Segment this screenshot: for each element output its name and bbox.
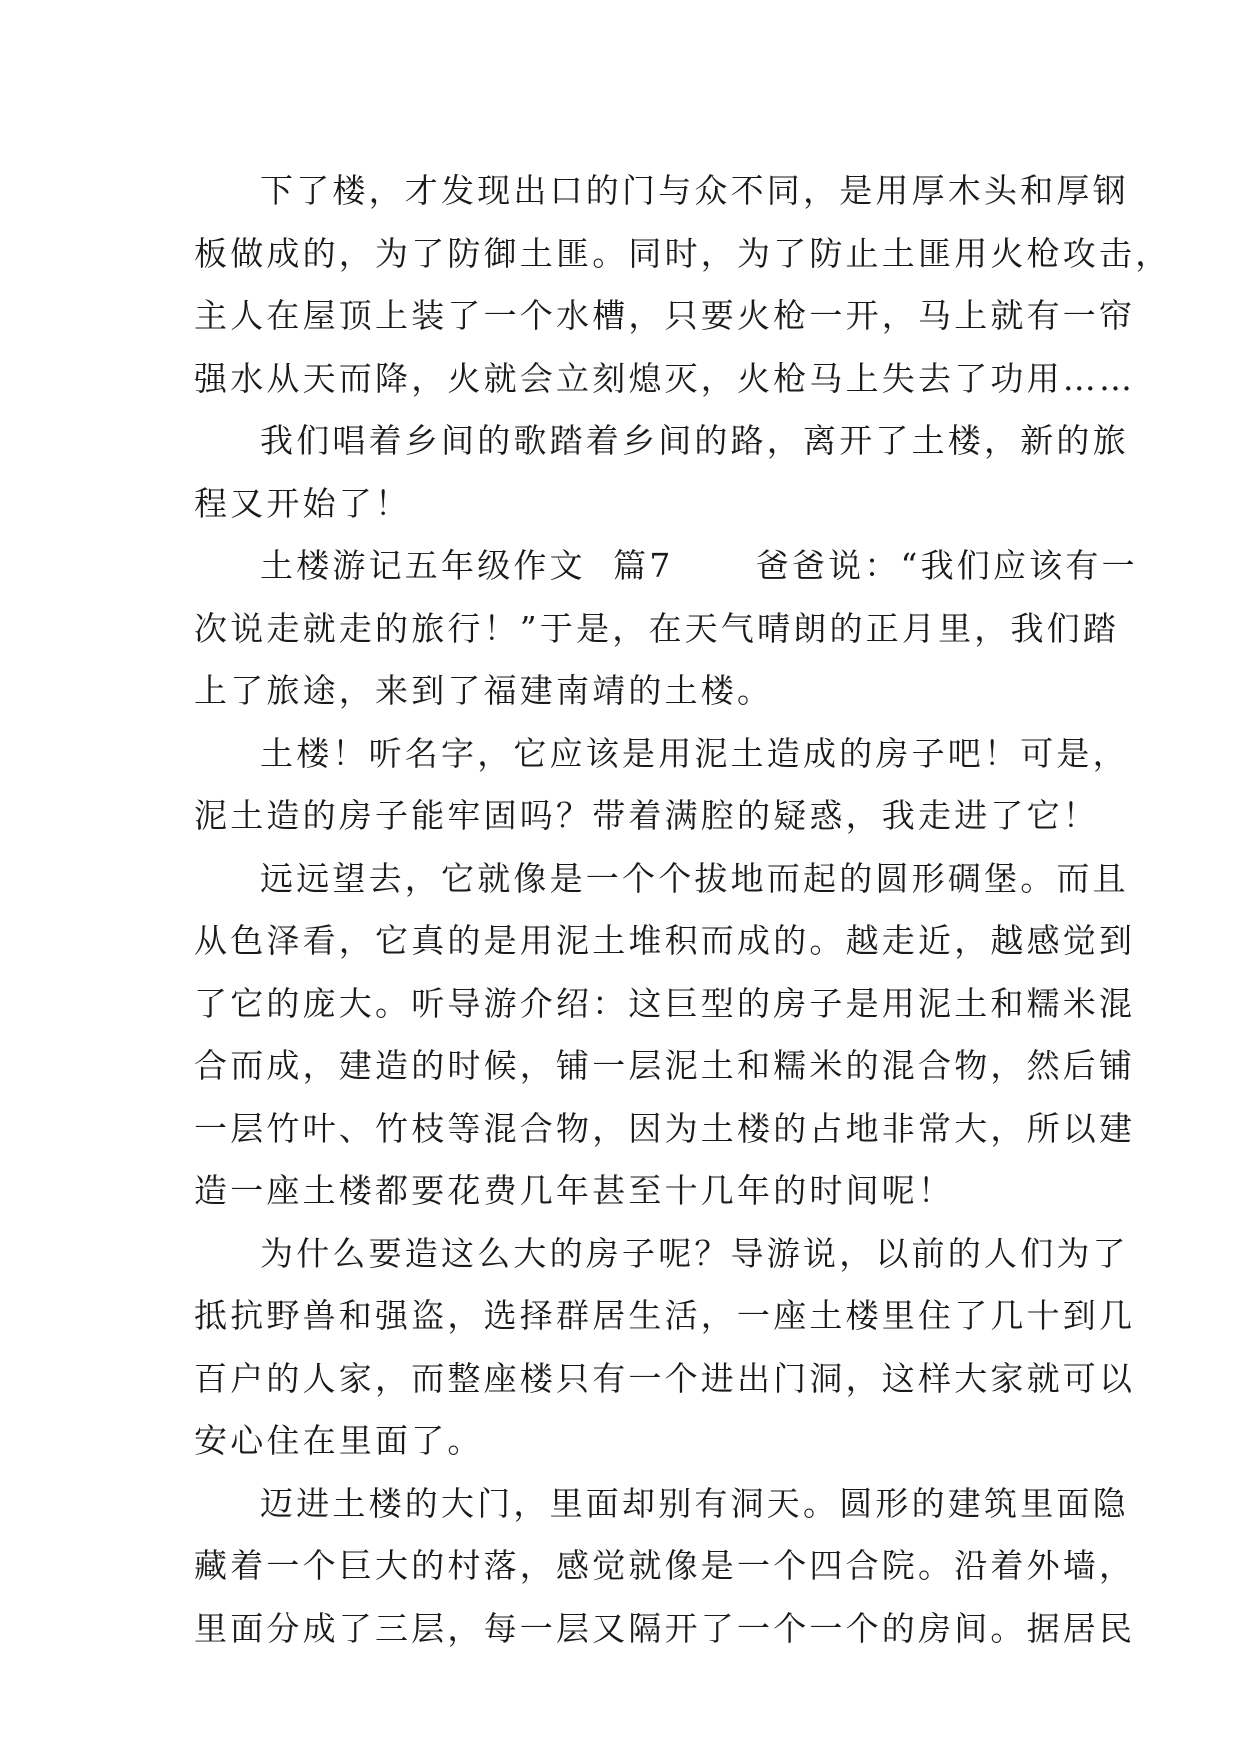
text-line: 次说走就走的旅行！”于是，在天气晴朗的正月里，我们踏: [194, 608, 1120, 648]
text-line: 远远望去，它就像是一个个拔地而起的圆形碉堡。而且: [260, 858, 1129, 898]
text-line: 造一座土楼都要花费几年甚至十几年的时间呢！: [194, 1171, 955, 1210]
text-line: 下了楼，才发现出口的门与众不同，是用厚木头和厚钢: [260, 171, 1129, 210]
text-line: 抵抗野兽和强盗，选择群居生活，一座土楼里住了几十到几: [194, 1296, 1136, 1335]
text-line: 藏着一个巨大的村落，感觉就像是一个四合院。沿着外墙，: [194, 1546, 1136, 1585]
text-line: 合而成，建造的时候，铺一层泥土和糯米的混合物，然后铺: [194, 1046, 1136, 1085]
text-line: 泥土造的房子能牢固吗？带着满腔的疑惑，我走进了它！: [194, 796, 1099, 835]
text-line: 我们唱着乡间的歌踏着乡间的路，离开了土楼，新的旅: [260, 421, 1129, 460]
text-line: 土楼！听名字，它应该是用泥土造成的房子吧！可是，: [260, 733, 1129, 773]
text-line: 了它的庞大。听导游介绍：这巨型的房子是用泥土和糯米混: [194, 983, 1136, 1023]
text-line: 从色泽看，它真的是用泥土堆积而成的。越走近，越感觉到: [194, 921, 1136, 960]
text-line: 强水从天而降，火就会立刻熄灭，火枪马上失去了功用……: [194, 358, 1136, 398]
section-heading-line: 土楼游记五年级作文 篇7 爸爸说：“我们应该有一: [260, 546, 1138, 585]
text-line: 板做成的，为了防御土匪。同时，为了防止土匪用火枪攻击，: [194, 233, 1172, 273]
text-line: 百户的人家，而整座楼只有一个进出门洞，这样大家就可以: [194, 1358, 1136, 1398]
text-line: 迈进土楼的大门，里面却别有洞天。圆形的建筑里面隐: [260, 1483, 1129, 1523]
text-line: 一层竹叶、竹枝等混合物，因为土楼的占地非常大，所以建: [194, 1108, 1136, 1148]
text-line: 主人在屋顶上装了一个水槽，只要火枪一开，马上就有一帘: [194, 296, 1136, 335]
text-line: 为什么要造这么大的房子呢？导游说，以前的人们为了: [260, 1233, 1129, 1273]
text-line: 安心住在里面了。: [194, 1421, 484, 1460]
essay-text: [194, 160, 1172, 1660]
text-line: 程又开始了！: [194, 483, 412, 523]
text-line: 上了旅途，来到了福建南靖的土楼。: [194, 671, 774, 710]
text-line: 里面分成了三层，每一层又隔开了一个一个的房间。据居民: [194, 1608, 1136, 1648]
